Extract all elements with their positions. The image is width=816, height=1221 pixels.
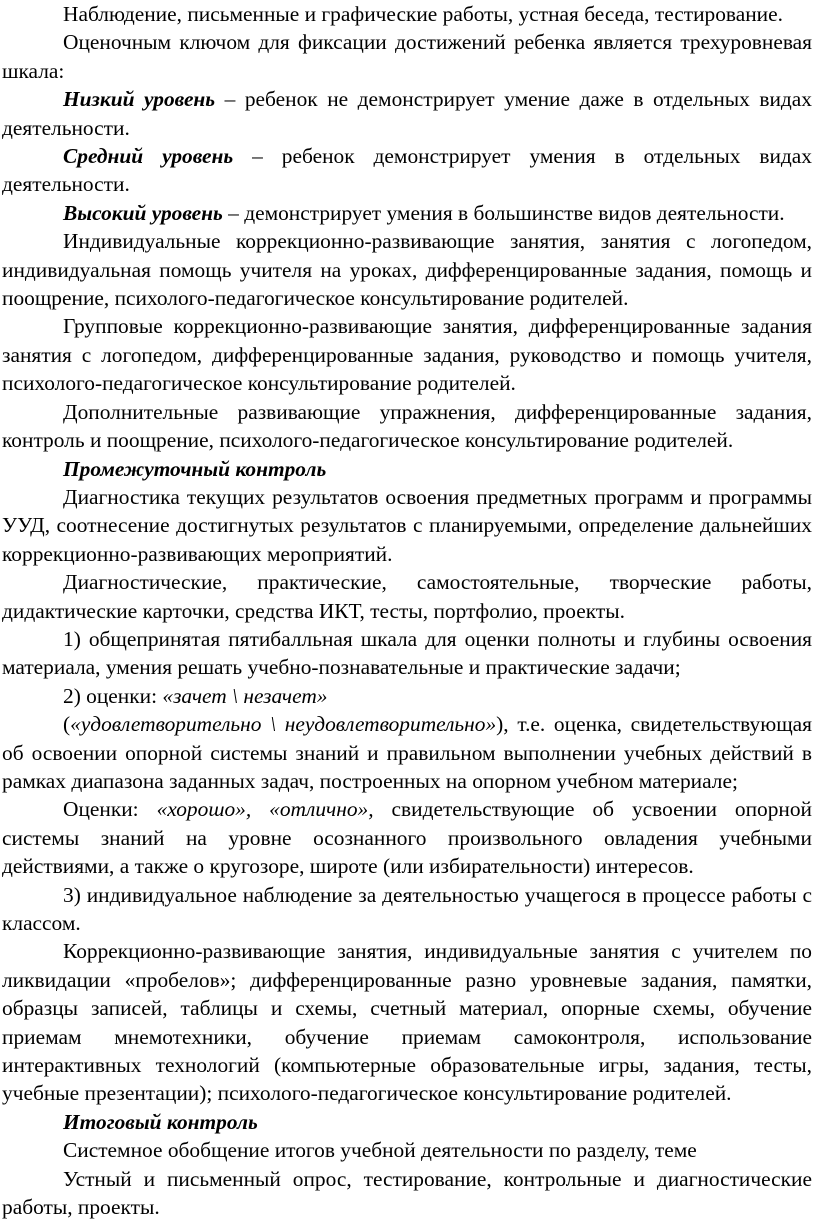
heading-final-control: Итоговый контроль — [63, 1109, 258, 1134]
paragraph-group-classes: Групповые коррекционно-развивающие занятия, дифференцированные задания занятия с логопедом, дифференцированные задания, руководство и помощь учителя, психолого-педагогическое консультирование родителей. — [2, 314, 812, 396]
paragraph-good-excellent — [2, 795, 812, 880]
low-level-description: – ребенок не демонстрирует умение даже в отдельных видах деятельности. — [2, 87, 812, 140]
paragraph-medium-level — [2, 142, 812, 199]
pass-fail-prefix: 2) оценки: — [63, 683, 163, 708]
medium-level-description: – ребенок демонстрирует умения в отдельных видах деятельности. — [2, 144, 812, 197]
good-excellent-prefix: Оценки: — [63, 797, 157, 822]
good-excellent-italic: «хорошо», «отлично», — [156, 797, 374, 822]
satisfactory-italic: «удовлетворительно \ неудовлетворительно» — [70, 712, 497, 737]
paragraph-satisfactory — [2, 710, 812, 795]
paragraph-additional-exercises: Дополнительные развивающие упражнения, дифференцированные задания, контроль и поощрение, психолого-педагогическое консультирование родителей. — [2, 399, 812, 453]
paragraph-generalization: Системное обобщение итогов учебной деятельности по разделу, теме — [63, 1138, 697, 1163]
heading-intermediate-control: Промежуточный контроль — [63, 456, 327, 481]
term-high-level: Высокий уровень — [63, 200, 223, 225]
good-excellent-description: свидетельствующие об усвоении опорной системы знаний на уровне осознанного произвольного овладения учебными действиями, а также о кругозоре, широте (или избирательности) интересов. — [2, 797, 812, 879]
term-medium-level: Средний уровень — [63, 144, 234, 169]
satisfactory-description: ), т.е. оценка, свидетельствующая об освоении опорной системы знаний и правильном выполнении учебных действий в рамках диапазона заданных задач, построенных на опорном учебном материале; — [2, 712, 812, 793]
paragraph-five-point-scale: 1) общепринятая пятибалльная шкала для оценки полноты и глубины освоения материала, умения решать учебно-познавательные и практические задачи; — [2, 626, 812, 680]
paragraph-correction-classes: Коррекционно-развивающие занятия, индивидуальные занятия с учителем по ликвидации «пробелов»; дифференцированные разно уровневые задания, памятки, образцы записей, таблицы и схемы, счетный материал, опорные схемы, обучение приемам мнемотехники, обучение приемам самоконтроля, использование интерактивных технологий (компьютерные образовательные игры, задания, тесты, учебные презентации); психолого-педагогическое консультирование родителей. — [2, 939, 812, 1106]
paragraph-low-level — [2, 85, 812, 142]
pass-fail-italic: «зачет \ незачет» — [162, 683, 328, 708]
paragraph-individual-classes: Индивидуальные коррекционно-развивающие занятия, занятия с логопедом, индивидуальная помощь учителя на уроках, дифференцированные задания, помощь и поощрение, психолого-педагогическое консультирование родителей. — [2, 229, 812, 311]
paragraph-pass-fail — [2, 682, 812, 710]
high-level-description: – демонстрирует умения в большинстве видов деятельности. — [222, 200, 785, 225]
satisfactory-open: ( — [63, 712, 71, 737]
paragraph-methods: Наблюдение, письменные и графические работы, устная беседа, тестирование. — [63, 2, 783, 26]
paragraph-work-types: Диагностические, практические, самостоятельные, творческие работы, дидактические карточки, средства ИКТ, тесты, портфолио, проекты. — [2, 570, 812, 623]
term-low-level: Низкий уровень — [63, 87, 216, 112]
paragraph-final-methods: Устный и письменный опрос, тестирование, контрольные и диагностические работы, проекты. — [2, 1166, 812, 1220]
paragraph-observation: 3) индивидуальное наблюдение за деятельностью учащегося в процессе работы с классом. — [2, 882, 812, 935]
paragraph-evaluation-key: Оценочным ключом для фиксации достижений ребенка является трехуровневая шкала: — [2, 30, 812, 83]
paragraph-diagnostics: Диагностика текущих результатов освоения предметных программ и программы УУД, соотнесение достигнутых результатов с планируемыми, определение дальнейших коррекционно-развивающих мероприятий. — [2, 484, 812, 566]
paragraph-high-level — [2, 199, 812, 227]
